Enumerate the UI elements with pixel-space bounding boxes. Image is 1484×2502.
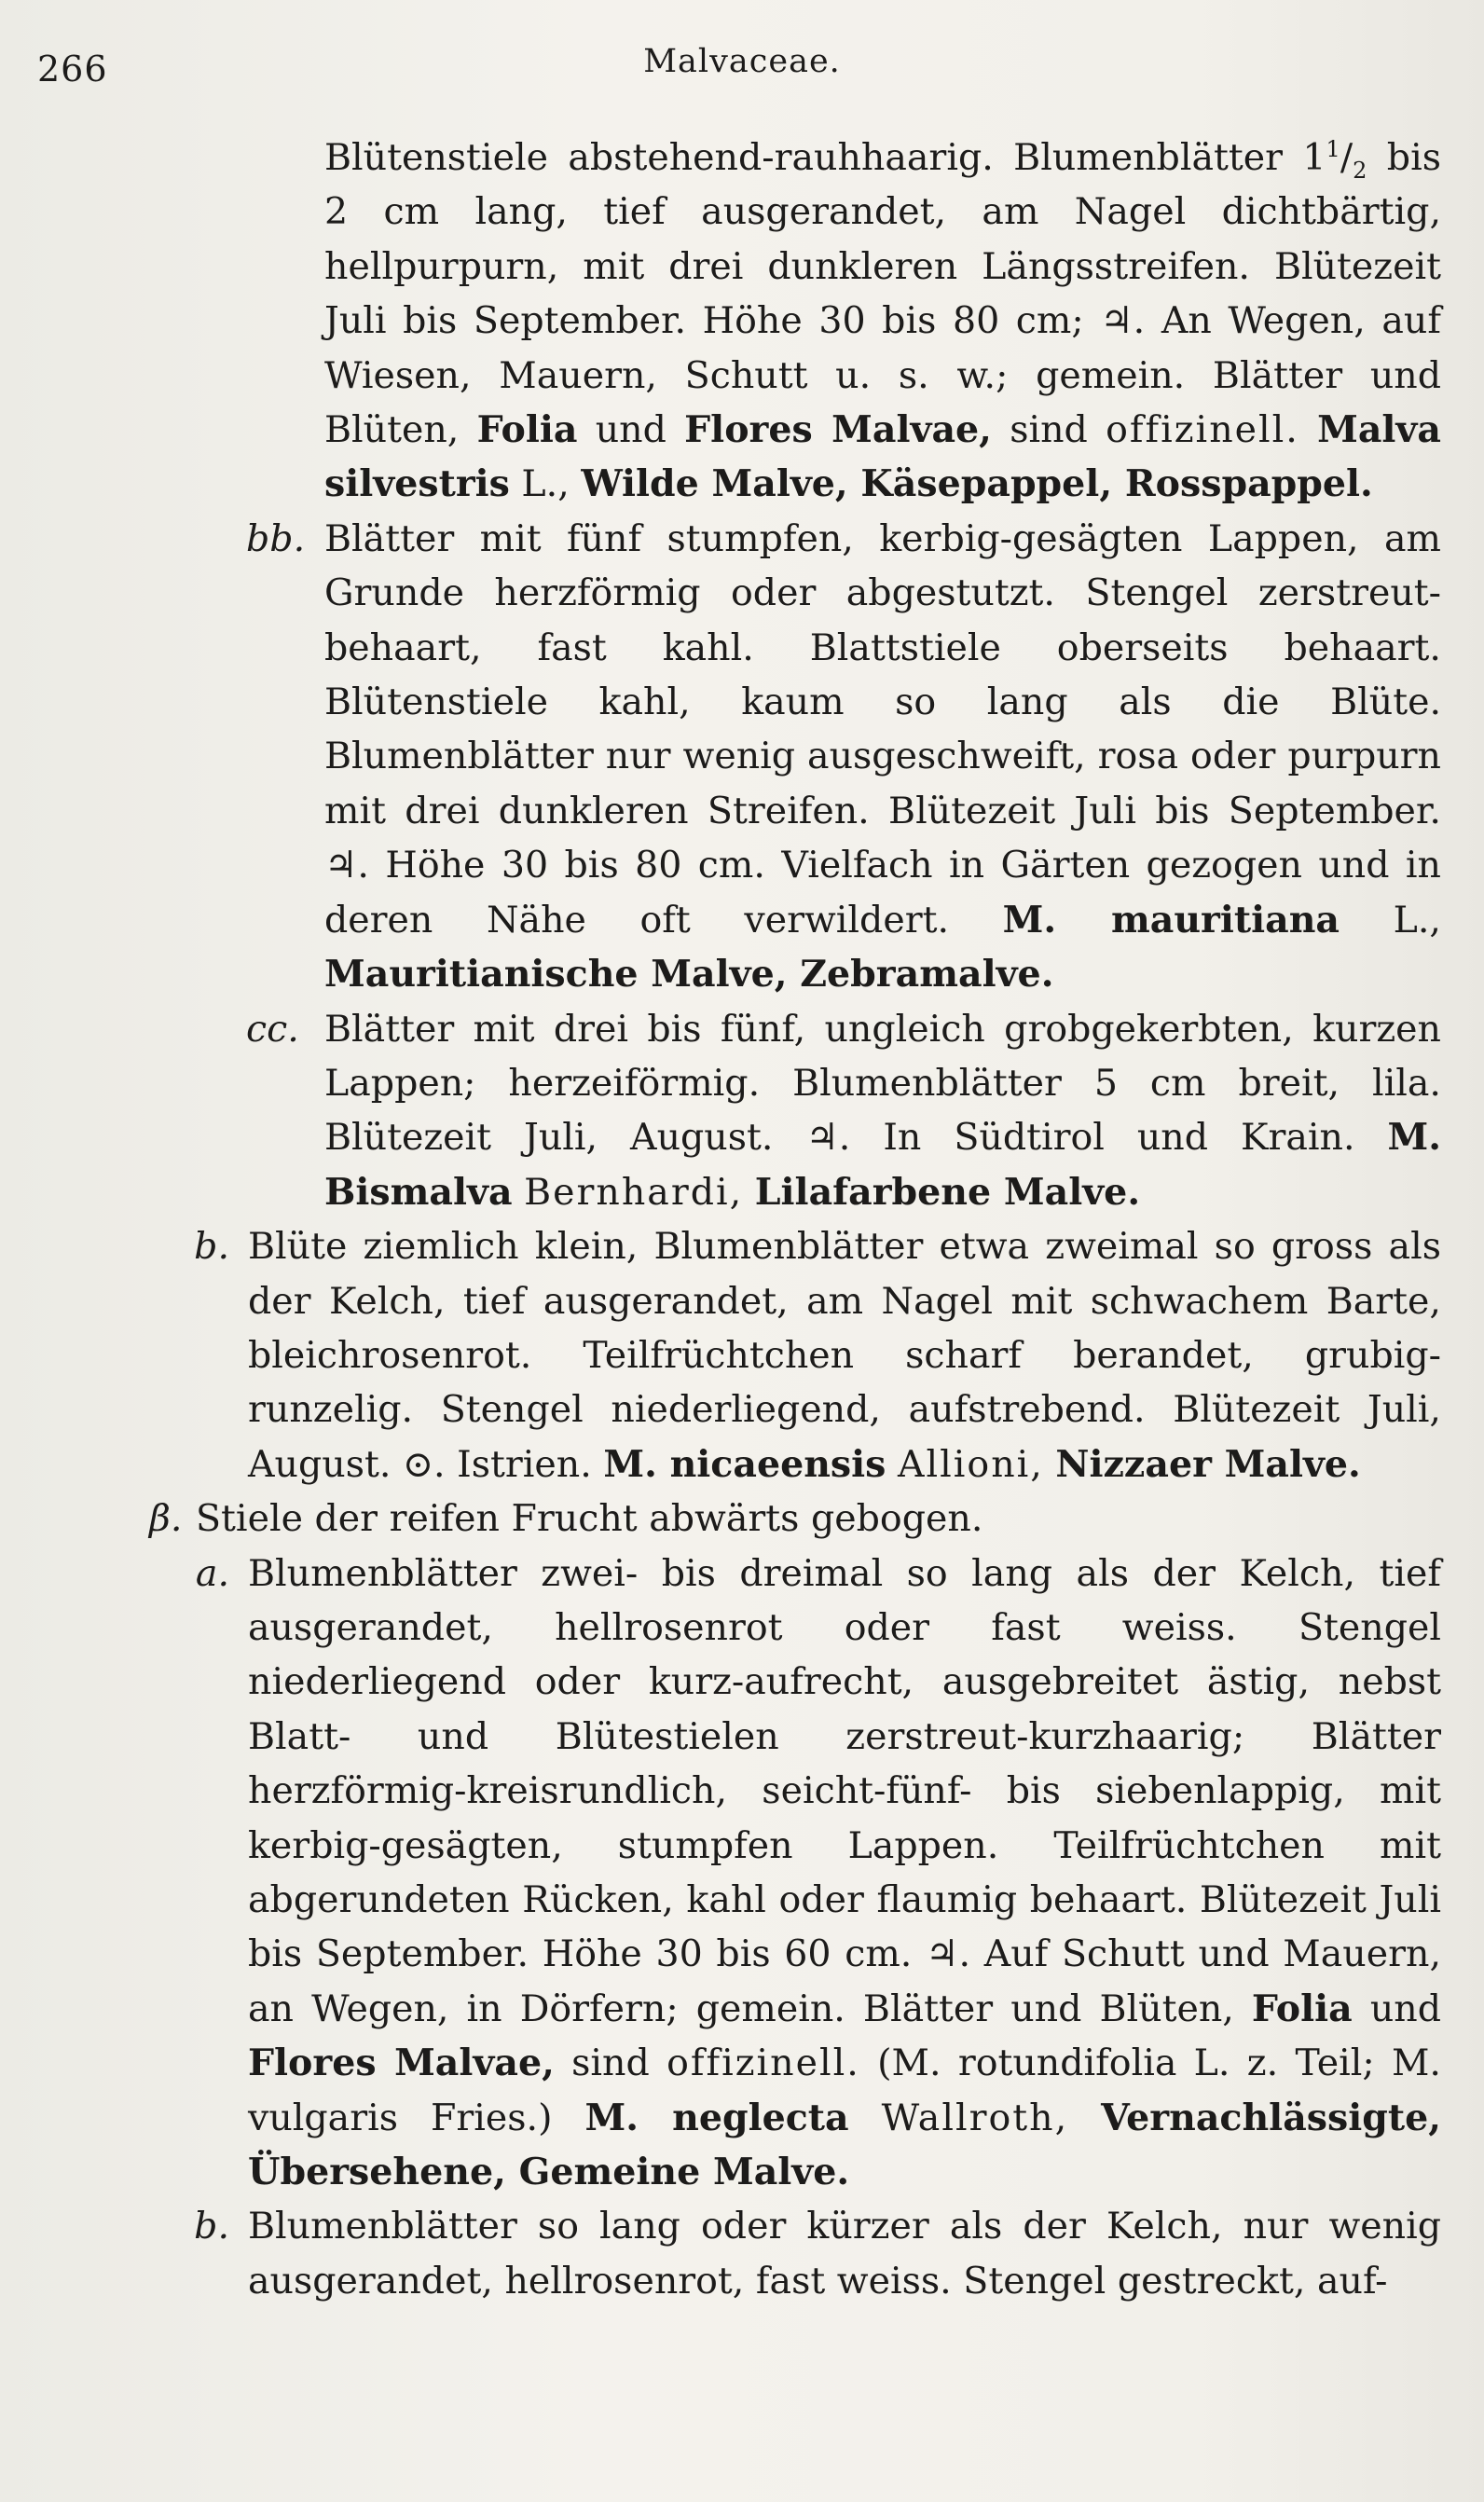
text-run <box>1044 1443 1056 1486</box>
spaced-run: offizinell. <box>666 2041 860 2085</box>
key-text <box>0 131 1484 2308</box>
bold-run: Flores Malvae, <box>684 408 992 452</box>
entry-text <box>248 1219 1441 1492</box>
bold-run: M. Bismalva <box>324 1116 1441 1214</box>
text-run: sind <box>554 2041 667 2085</box>
bold-run: Vernachlässigte, Übersehene, Gemeine Malve. <box>248 2096 1442 2194</box>
text-run: / <box>1340 136 1353 179</box>
running-head: Malvaceae. <box>643 43 841 80</box>
text-run: 1 <box>1326 135 1340 162</box>
entry-bb <box>246 512 1441 1002</box>
entry-cc <box>246 1002 1441 1220</box>
bold-run: M. neglecta <box>584 2096 849 2139</box>
text-run: L., <box>509 462 582 506</box>
entry-label: cc. <box>246 1007 299 1051</box>
bold-run: Flores Malvae, <box>248 2041 555 2085</box>
spaced-run: Bernhardi, <box>524 1170 744 1214</box>
bold-run: Nizzaer Malve. <box>1055 1442 1361 1486</box>
text-run: Blütenstiele abstehend-rauhhaarig. Blumenblätter 1 <box>324 136 1326 179</box>
text-run: und <box>577 408 685 452</box>
text-run: L., <box>1340 898 1441 942</box>
bold-run: Wilde Malve, Käsepappel, Rosspappel. <box>581 462 1373 506</box>
entry-label: bb. <box>246 516 306 560</box>
text-run: und <box>1352 1986 1441 2030</box>
text-run: Blätter mit drei bis fünf, ungleich grobgekerbten, kurzen Lappen; herzeiförmig. Blumenblätter 5 cm breit, lila. Blütezeit Juli, August. ♃. In Südtirol und Krain. <box>324 1007 1441 1160</box>
entry-label: β. <box>149 1497 183 1541</box>
text-run <box>513 1171 525 1214</box>
text-run: bis 2 cm lang, tief ausgerandet, am Nagel dichtbärtig, hellpurpurn, mit drei dunkleren Längsstreifen. Blütezeit Juli bis September. Höhe 30 bis 80 cm; ♃. An Wegen, auf Wiesen, Mauern, Schutt u. s. w.; gemein. Blätter und Blüten, <box>324 136 1441 452</box>
bold-run: Lilafarbene Malve. <box>754 1170 1141 1214</box>
text-run <box>1299 408 1317 451</box>
text-run <box>849 2096 882 2139</box>
text-run: Blumenblätter zwei- bis dreimal so lang als der Kelch, tief ausgerandet, hellrosenrot oder fast weiss. Stengel niederliegend oder kurz-aufrecht, ausgebreitet ästig, nebst Blatt- und Blütestielen zerstreut-kurzhaarig; Blätter herzförmig-kreisrundlich, seicht-fünf- bis siebenlappig, mit kerbig-gesägten, stumpfen Lappen. Teilfrüchtchen mit abgerundeten Rücken, kahl oder flaumig behaart. Blütezeit Juli bis September. Höhe 30 bis 60 cm. ♃. Auf Schutt und Mauern, an Wegen, in Dörfern; gemein. Blätter und Blüten, <box>248 1551 1441 2030</box>
bold-run: Folia <box>1251 1986 1353 2030</box>
text-run: Blumenblätter so lang oder kürzer als der Kelch, nur wenig ausgerandet, hellrosenrot, fast weiss. Stengel gestreckt, auf- <box>248 2205 1441 2303</box>
entry-text <box>196 1492 1441 1546</box>
bold-run: M. mauritiana <box>1002 898 1340 942</box>
page-number: 266 <box>37 48 108 89</box>
text-run <box>743 1171 755 1214</box>
page-header <box>37 37 1447 103</box>
bold-run: Malva silvestris <box>324 408 1441 506</box>
bold-run: Folia <box>476 408 578 452</box>
entry-text <box>324 1002 1441 1220</box>
text-run: (M. rotundifolia L. z. Teil; M. vulgaris Fries.) <box>248 2041 1441 2139</box>
entry-label: b. <box>194 1225 229 1269</box>
text-run: sind <box>991 408 1106 452</box>
entry-text <box>248 1547 1441 2200</box>
spaced-run: offizinell. <box>1106 408 1299 452</box>
entry-continuation <box>324 131 1441 512</box>
entry-b-last <box>194 2199 1441 2308</box>
text-run <box>886 1443 898 1486</box>
text-run <box>1068 2096 1101 2139</box>
entry-text <box>324 131 1441 512</box>
entry-beta <box>149 1492 1441 1546</box>
entry-b-nicaeensis <box>194 1219 1441 1492</box>
spaced-run: Wallroth, <box>881 2096 1069 2139</box>
entry-text <box>324 512 1441 1002</box>
entry-label: a. <box>195 1551 229 1595</box>
text-run: Blüte ziemlich klein, Blumenblätter etwa zweimal so gross als der Kelch, tief ausgerandet, am Nagel mit schwachem Barte, bleichrosenrot. Teilfrüchtchen scharf berandet, grubig-runzelig. Stengel niederliegend, aufstrebend. Blütezeit Juli, August. ⊙. Istrien. <box>248 1225 1441 1486</box>
text-run: 2 <box>1353 157 1367 184</box>
entry-a-neglecta <box>195 1547 1442 2200</box>
bold-run: M. nicaeensis <box>603 1442 886 1486</box>
bold-run: Mauritianische Malve, Zebramalve. <box>324 953 1054 997</box>
spaced-run: Allioni, <box>897 1442 1044 1486</box>
entry-text <box>248 2199 1441 2308</box>
entry-label: b. <box>194 2205 229 2248</box>
text-run: Stiele der reifen Frucht abwärts gebogen. <box>196 1497 983 1541</box>
text-run: Blätter mit fünf stumpfen, kerbig-gesägten Lappen, am Grunde herzförmig oder abgestutzt. Stengel zerstreut-behaart, fast kahl. Blattstiele oberseits behaart. Blütenstiele kahl, kaum so lang als die Blüte. Blumenblätter nur wenig ausgeschweift, rosa oder purpurn mit drei dunkleren Streifen. Blütezeit Juli bis September. ♃. Höhe 30 bis 80 cm. Vielfach in Gärten gezogen und in deren Nähe oft verwildert. <box>324 516 1441 942</box>
